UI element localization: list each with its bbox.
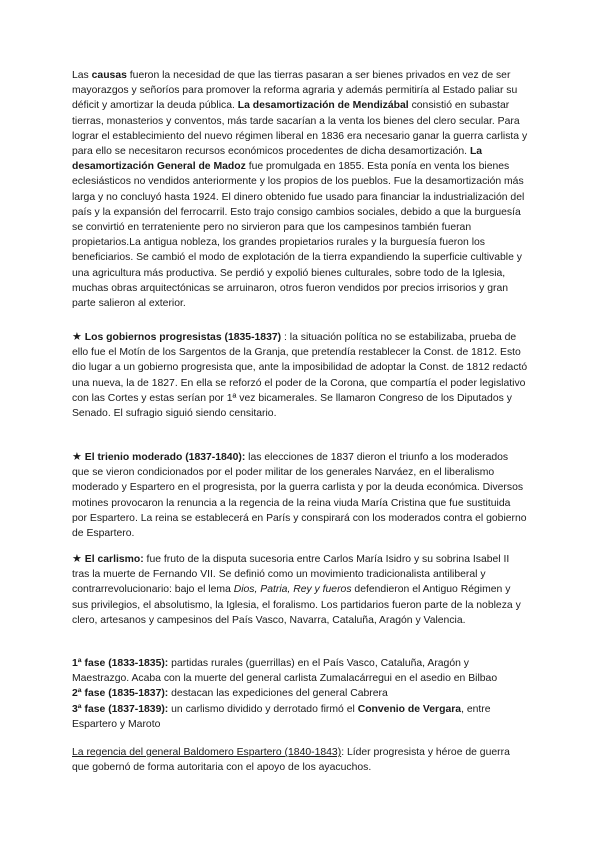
text: fue fruto de la disputa sucesoria entre Carlos María Isidro y su sobrina Isabel II tras la muerte de Fernando VII. Se definió como un movimiento tradicionalista antiliberal y contrarrevolucionario: bajo el lema [72, 554, 510, 596]
fase-3-label: 3ª fase (1837-1839): [72, 703, 169, 715]
bold-causas: causas [91, 70, 127, 81]
text: Las [72, 70, 92, 81]
text: : Líder progresista y héroe de guerra que gobernó de forma autoritaria con el apoyo de los ayacuchos. [72, 747, 510, 774]
heading-carlismo: El carlismo: [81, 554, 144, 565]
fase-1 [72, 656, 528, 686]
text: destacan las expediciones del general Cabrera [168, 688, 388, 700]
text: : la situación política no se estabilizaba, prueba de ello fue el Motín de los Sargentos de la Granja, que pretendía restablecer la Const. de 1812. Esto dio lugar a un gobierno progresista que, ante la imposibilidad de adoptar la Const. de 1812 redactó una nueva, la de 1827. En ella se reforzó el poder de la Corona, que compartía el poder legislativo con las Cortes y estas serían por 1ª vez bicamerales. Se llamaron Congreso de los Diputados y Senado. El sufragio siguió siendo censitario. [72, 332, 528, 420]
paragraph-trienio-moderado [72, 450, 528, 541]
fase-1-label: 1ª fase (1833-1835): [72, 658, 169, 669]
bold-madoz: La desamortización General de Madoz [72, 146, 483, 173]
bold-mendizabal: La desamortización de Mendizábal [237, 100, 409, 112]
star-icon: ★ [72, 553, 82, 565]
fases-carlismo [72, 656, 528, 732]
fase-2-label: 2ª fase (1835-1837): [72, 688, 169, 700]
fase-3 [72, 702, 528, 732]
paragraph-regencia-espartero [72, 745, 528, 775]
text: un carlismo dividido y derrotado firmó el [168, 703, 358, 715]
text: defendieron el Antiguo Régimen y sus privilegios, el absolutismo, la Iglesia, el foralismo. Los partidarios fueron parte de la nobleza y clero, artesanos y campesinos del País Vasco, Navarra, Cataluña, Aragón y Valencia. [72, 584, 521, 626]
heading-gobiernos-progresistas: Los gobiernos progresistas (1835-1837) [81, 332, 282, 343]
text: , entre Espartero y Maroto [72, 703, 491, 730]
paragraph-desamortizacion [72, 68, 528, 311]
paragraph-gobiernos-progresistas [72, 330, 528, 421]
text: partidas rurales (guerrillas) en el País Vasco, Cataluña, Aragón y Maestrazgo. Acaba con la muerte del general carlista Zumalacárregui en el asedio en Bilbao [72, 658, 498, 685]
italic-lema: Dios, Patria, Rey y fueros [233, 584, 352, 596]
bold-convenio-vergara: Convenio de Vergara [357, 703, 462, 715]
fase-2 [72, 686, 528, 701]
star-icon: ★ [72, 451, 82, 463]
text: las elecciones de 1837 dieron el triunfo a los moderados que se vieron condicionados por el poder militar de los generales Narváez, en el liberalismo moderado y Espartero en el progresista, por la guerra carlista y por la deuda económica. Diversos motines provocaron la renuncia a la regencia de la reina viuda María Cristina que fue sustituida por Espartero. La reina se establecerá en París y conspirará con los moderados contra el gobierno de Espartero. [72, 452, 527, 540]
paragraph-carlismo [72, 552, 528, 628]
text: consistió en subastar tierras, monasterios y conventos, más tarde sacarían a la venta los bienes del clero secular. Para lograr el establecimiento del nuevo régimen liberal en 1836 era necesario ganar la guerra carlista y para ello se necesitaron recursos económicos procedentes de dicha desamortización. [72, 100, 528, 158]
underlined-regencia: La regencia del general Baldomero Espartero (1840-1843) [72, 747, 342, 758]
text: fue promulgada en 1855. Esta ponía en venta los bienes eclesiásticos no vendidos anteriormente y los propios de los pueblos. Fue la desamortización más larga y no concluyó hasta 1924. El dinero obtenido fue usado para financiar la industrialización del país y la expansión del ferrocarril. Esto trajo consigo cambios sociales, debido a que la burguesía se convirtió en terrateniente pero no sirvieron para que los campesinos también fueran propietarios.La antigua nobleza, los grandes propietarios rurales y la burguesía fueron los beneficiarios. Se cambió el modo de explotación de la tierra expandiendo la superficie cultivable y una agricultura más productiva. Se perdió y expolió bienes culturales, sobre todo de la Iglesia, muchas obras arquitectónicas se arruinaron, otros fueron vendidos por precios irrisorios y gran parte salieron al exterior. [72, 161, 525, 310]
star-icon: ★ [72, 331, 82, 343]
text: fueron la necesidad de que las tierras pasaran a ser bienes privados en vez de ser mayorazgos y señoríos para promover la reforma agraria y además permitiría al Estado paliar su déficit y amortizar la deuda pública. [72, 70, 518, 112]
heading-trienio-moderado: El trienio moderado (1837-1840): [81, 452, 246, 463]
